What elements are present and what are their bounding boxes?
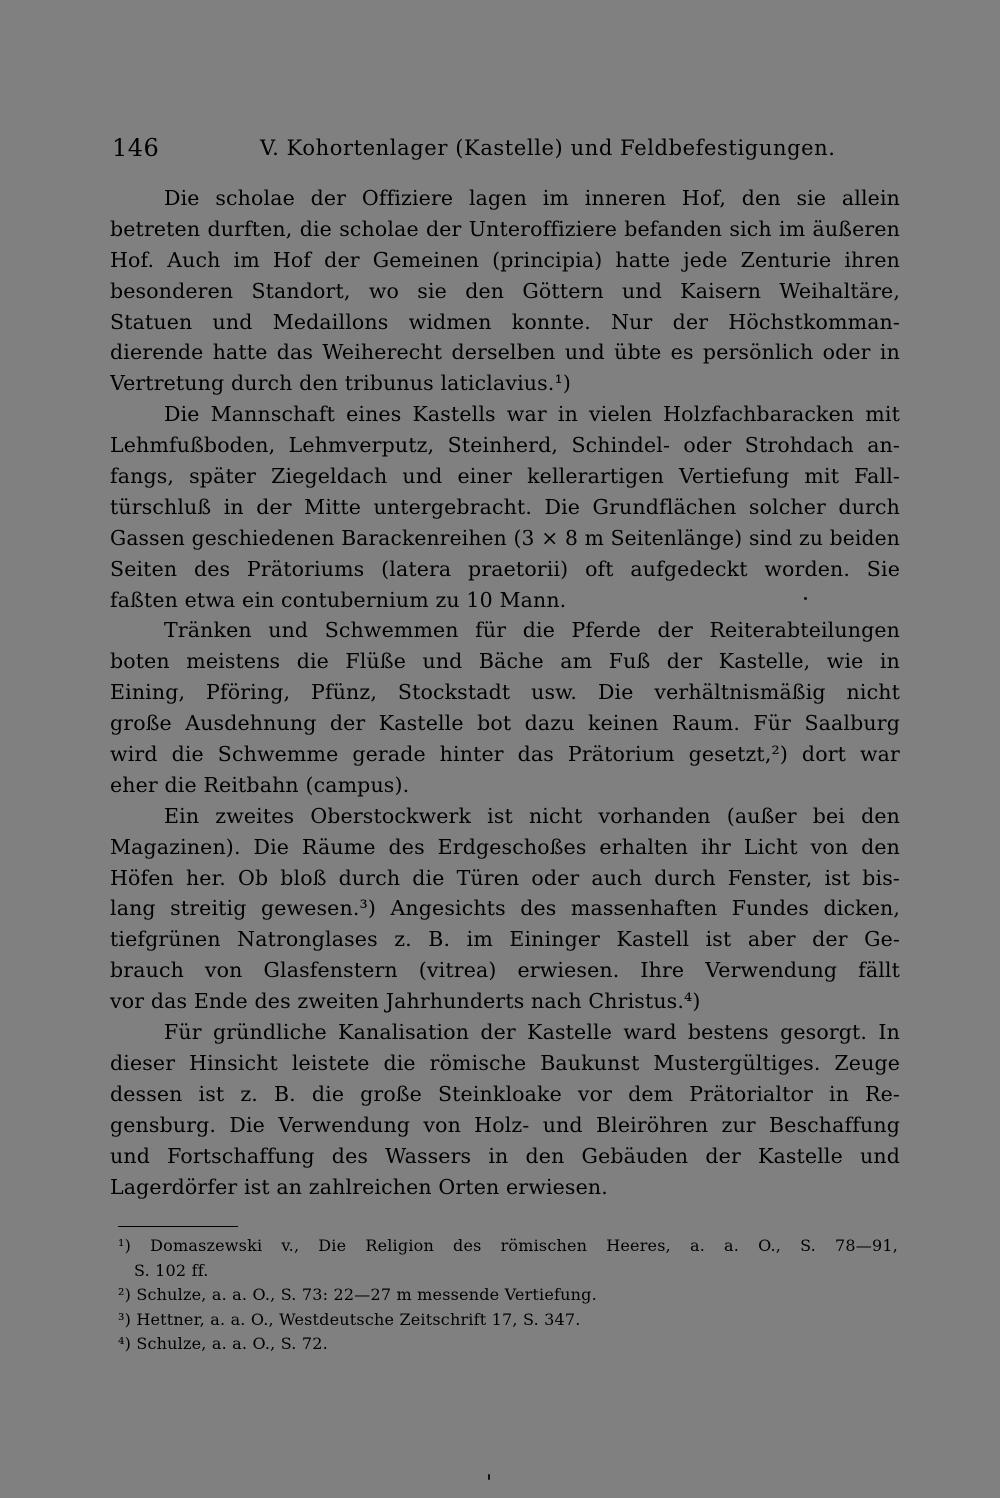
paragraph-5-line-4: gensburg. Die Verwendung von Holz- und Bleiröhren zur Beschaffung: [110, 1112, 900, 1137]
footnote-1-line-1: ¹) Domaszewski v., Die Religion des römischen Heeres, a. a. O., S. 78—91,: [118, 1236, 898, 1255]
paragraph-3-line-4: große Ausdehnung der Kastelle bot dazu keinen Raum. Für Saalburg: [110, 711, 900, 736]
paragraph-2-line-6: Seiten des Prätoriums (latera praetorii) oft aufgedeckt worden. Sie: [110, 556, 900, 581]
paragraph-1-line-2: betreten durften, die scholae der Unteroffiziere befanden sich im äußeren: [110, 216, 900, 241]
footnote-rule: [118, 1226, 238, 1227]
footnote-4: ⁴) Schulze, a. a. O., S. 72.: [118, 1334, 328, 1353]
paragraph-1-line-7: Vertretung durch den tribunus laticlavius.¹): [110, 371, 571, 396]
paragraph-3-line-2: boten meistens die Flüße und Bäche am Fuß der Kastelle, wie in: [110, 649, 900, 674]
paragraph-4-line-7: vor das Ende des zweiten Jahrhunderts nach Christus.⁴): [110, 989, 701, 1014]
paragraph-4-line-3: Höfen her. Ob bloß durch die Türen oder auch durch Fenster, ist bis-: [110, 865, 900, 890]
paragraph-5-line-2: dieser Hinsicht leistete die römische Baukunst Mustergültiges. Zeuge: [110, 1050, 900, 1075]
paragraph-5-line-1: Für gründliche Kanalisation der Kastelle ward bestens gesorgt. In: [164, 1020, 900, 1045]
paragraph-5-line-5: und Fortschaffung des Wassers in den Gebäuden der Kastelle und: [110, 1143, 900, 1168]
paragraph-4-line-2: Magazinen). Die Räume des Erdgeschoßes erhalten ihr Licht von den: [110, 834, 900, 859]
paragraph-2-line-4: türschluß in der Mitte untergebracht. Die Grundflächen solcher durch: [110, 494, 900, 519]
page-number: 146: [112, 134, 160, 162]
paragraph-1-line-6: dierende hatte das Weiherecht derselben und übte es persönlich oder in: [110, 340, 900, 365]
paragraph-3-line-1: Tränken und Schwemmen für die Pferde der Reiterabteilungen: [164, 618, 900, 643]
footnote-3: ³) Hettner, a. a. O., Westdeutsche Zeitschrift 17, S. 347.: [118, 1309, 581, 1329]
scan-speck: [488, 1474, 490, 1480]
body-text: [110, 183, 900, 1202]
paragraph-2-line-5: Gassen geschiedenen Barackenreihen (3 × 8 m Seitenlänge) sind zu beiden: [110, 525, 900, 550]
paragraph-4-line-4: lang streitig gewesen.³) Angesichts des massenhaften Fundes dicken,: [110, 896, 900, 921]
paragraph-4-line-1: Ein zweites Oberstockwerk ist nicht vorhanden (außer bei den: [164, 803, 900, 828]
paragraph-2-line-7: faßten etwa ein contubernium zu 10 Mann.: [110, 587, 567, 612]
footnote-2: ²) Schulze, a. a. O., S. 73: 22—27 m messende Vertiefung.: [118, 1285, 597, 1304]
scan-speck: [804, 597, 807, 600]
paragraph-5-line-6: Lagerdörfer ist an zahlreichen Orten erwiesen.: [110, 1174, 608, 1199]
paragraph-3-line-3: Eining, Pföring, Pfünz, Stockstadt usw. Die verhältnismäßig nicht: [110, 680, 900, 705]
paragraph-1-line-3: Hof. Auch im Hof der Gemeinen (principia) hatte jede Zenturie ihren: [110, 247, 900, 272]
paragraph-1-line-1: Die scholae der Offiziere lagen im inneren Hof, den sie allein: [164, 186, 900, 210]
paragraph-3-line-6: eher die Reitbahn (campus).: [110, 772, 410, 797]
paragraph-4-line-5: tiefgrünen Natronglases z. B. im Eininger Kastell ist aber der Ge-: [110, 927, 900, 952]
footnote-1-line-2: S. 102 ff.: [134, 1260, 209, 1280]
paragraph-1-line-4: besonderen Standort, wo sie den Göttern und Kaisern Weihaltäre,: [110, 278, 900, 303]
paragraph-2-line-3: fangs, später Ziegeldach und einer kellerartigen Vertiefung mit Fall-: [110, 464, 900, 489]
footnotes: [118, 1234, 898, 1357]
paragraph-5-line-3: dessen ist z. B. die große Steinkloake vor dem Prätorialtor in Re-: [110, 1081, 900, 1106]
running-head: V. Kohortenlager (Kastelle) und Feldbefestigungen.: [260, 136, 836, 160]
paragraph-2-line-1: Die Mannschaft eines Kastells war in vielen Holzfachbaracken mit: [164, 402, 900, 427]
paragraph-3-line-5: wird die Schwemme gerade hinter das Prätorium gesetzt,²) dort war: [110, 742, 900, 767]
paragraph-2-line-2: Lehmfußboden, Lehmverputz, Steinherd, Schindel- oder Strohdach an-: [110, 433, 900, 458]
paragraph-1-line-5: Statuen und Medaillons widmen konnte. Nur der Höchstkomman-: [110, 309, 900, 334]
page-header: [112, 134, 902, 170]
paragraph-4-line-6: brauch von Glasfenstern (vitrea) erwiesen. Ihre Verwendung fällt: [110, 958, 900, 983]
